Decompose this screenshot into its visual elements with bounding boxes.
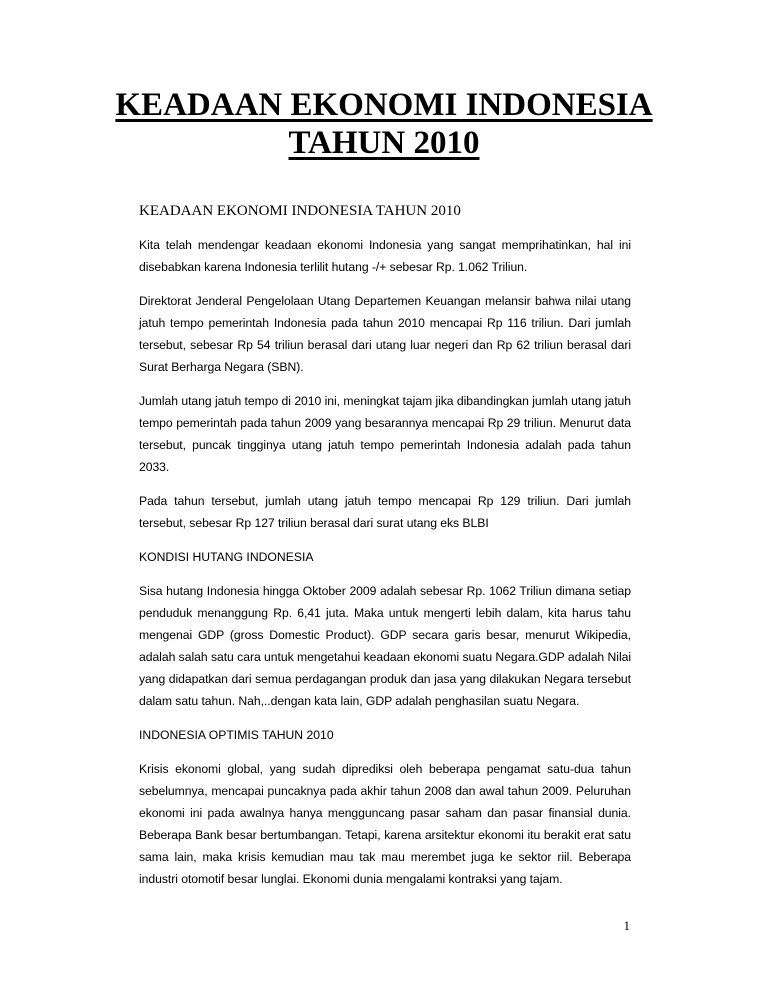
title-line-1: KEADAAN EKONOMI INDONESIA	[115, 87, 653, 123]
section-heading-optimis: INDONESIA OPTIMIS TAHUN 2010	[139, 728, 334, 742]
section-heading-hutang: KONDISI HUTANG INDONESIA	[139, 550, 314, 564]
page-number: 1	[623, 918, 630, 933]
paragraph-2: Direktorat Jenderal Pengelolaan Utang Departemen Keuangan melansir bahwa nilai utang jatuh tempo pemerintah Indonesia pada tahun 2010 mencapai Rp 116 triliun. Dari jumlah tersebut, sebesar Rp 54 triliun berasal dari utang luar negeri dan Rp 62 triliun berasal dari Surat Berharga Negara (SBN).	[139, 294, 631, 374]
document-body	[139, 200, 631, 902]
section-paragraph-hutang: Sisa hutang Indonesia hingga Oktober 2009 adalah sebesar Rp. 1062 Triliun dimana setiap penduduk menanggung Rp. 6,41 juta. Maka untuk mengerti lebih dalam, kita harus tahu mengenai GDP (gross Domestic Product). GDP secara garis besar, menurut Wikipedia, adalah salah satu cara untuk mengetahui keadaan ekonomi suatu Negara.GDP adalah Nilai yang didapatkan dari semua perdagangan produk dan jasa yang dilakukan Negara tersebut dalam satu tahun. Nah,..dengan kata lain, GDP adalah penghasilan suatu Negara.	[139, 584, 631, 708]
document-title	[0, 86, 768, 162]
title-line-2: TAHUN 2010	[288, 125, 480, 161]
section-paragraph-optimis: Krisis ekonomi global, yang sudah diprediksi oleh beberapa pengamat satu-dua tahun sebelumnya, mencapai puncaknya pada akhir tahun 2008 dan awal tahun 2009. Peluruhan ekonomi ini pada awalnya hanya mengguncang pasar saham dan pasar finansial dunia. Beberapa Bank besar bertumbangan. Tetapi, karena arsitektur ekonomi itu berakit erat satu sama lain, maka krisis kemudian mau tak mau merembet juga ke sektor riil. Beberapa industri otomotif besar lunglai. Ekonomi dunia mengalami kontraksi yang tajam.	[139, 762, 631, 886]
paragraph-3: Jumlah utang jatuh tempo di 2010 ini, meningkat tajam jika dibandingkan jumlah utang jatuh tempo pemerintah pada tahun 2009 yang besarannya mencapai Rp 29 triliun. Menurut data tersebut, puncak tingginya utang jatuh tempo pemerintah Indonesia adalah pada tahun 2033.	[139, 394, 631, 474]
document-subtitle: KEADAAN EKONOMI INDONESIA TAHUN 2010	[139, 203, 461, 219]
paragraph-4: Pada tahun tersebut, jumlah utang jatuh tempo mencapai Rp 129 triliun. Dari jumlah tersebut, sebesar Rp 127 triliun berasal dari surat utang eks BLBI	[139, 494, 631, 530]
paragraph-1: Kita telah mendengar keadaan ekonomi Indonesia yang sangat memprihatinkan, hal ini disebabkan karena Indonesia terlilit hutang -/+ sebesar Rp. 1.062 Triliun.	[139, 238, 631, 274]
